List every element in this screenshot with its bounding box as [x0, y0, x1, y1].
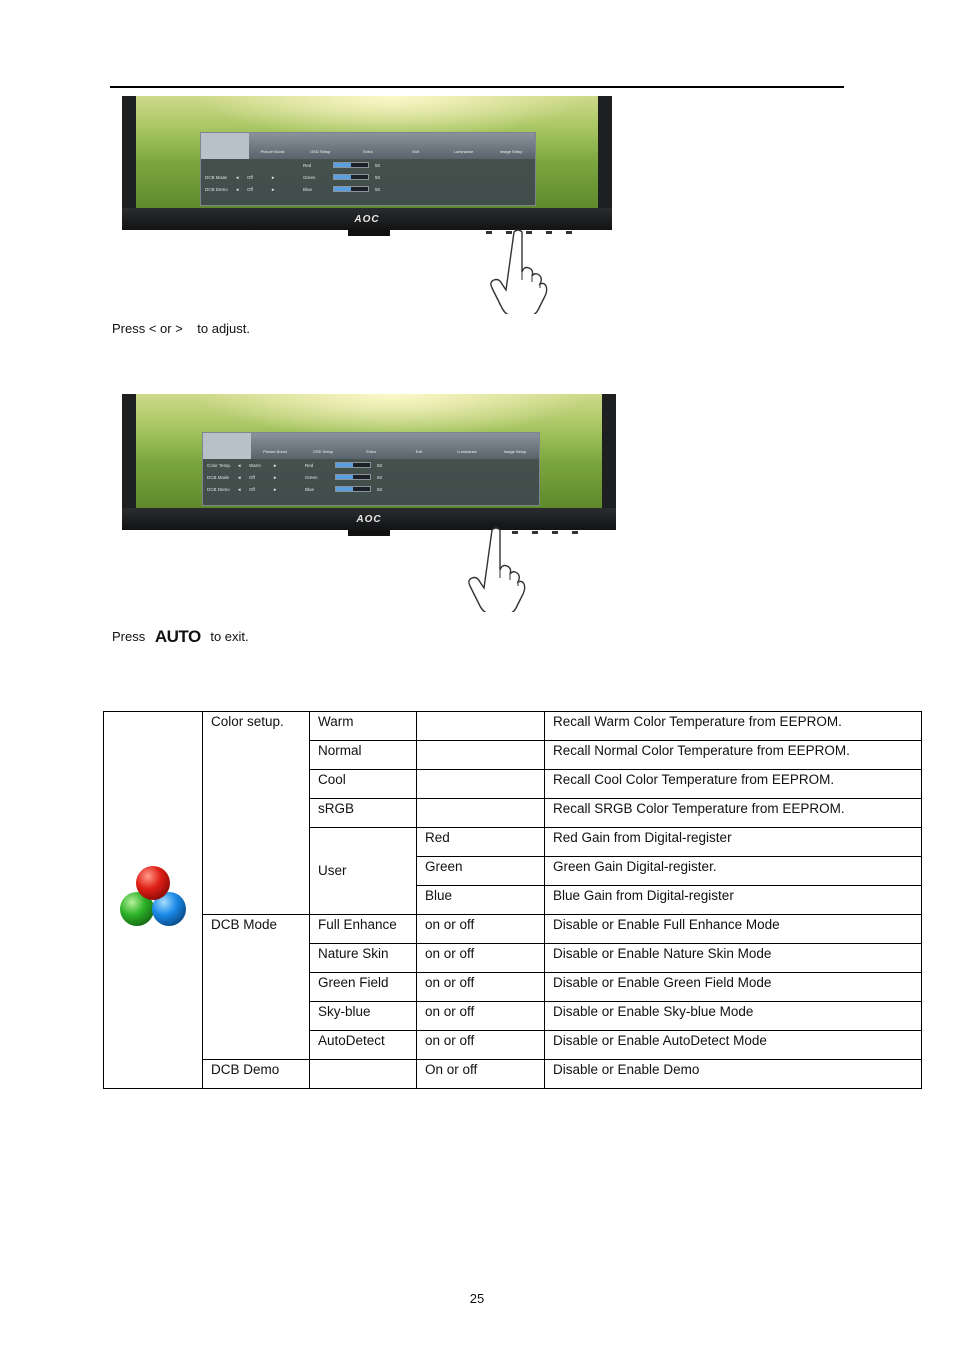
osd-tab [201, 133, 249, 159]
table-cell: Cool [310, 770, 417, 799]
table-cell [310, 1060, 417, 1089]
monitor-screen [136, 96, 598, 208]
osd-gain-value: 50 [375, 174, 381, 180]
monitor [122, 96, 612, 230]
osd-gain-value: 50 [375, 162, 381, 168]
table-cell: Green Field [310, 973, 417, 1002]
osd-row: DCB Demo ◄ Off ► Blue 50 [205, 186, 381, 192]
osd-tab: Exit [415, 449, 423, 454]
table-cell: sRGB [310, 799, 417, 828]
exit-caption: Press AUTO to exit. [112, 627, 249, 646]
osd-row-value: Warm [249, 462, 261, 468]
osd-gain-bar [335, 462, 371, 468]
table-cell: Red Gain from Digital-register [545, 828, 922, 857]
osd-gain-bar [333, 162, 369, 168]
monitor [122, 394, 616, 530]
osd-menu [202, 432, 540, 506]
table-cell: Normal [310, 741, 417, 770]
pointing-hand-icon [466, 526, 526, 612]
table-cell: Red [417, 828, 545, 857]
osd-tab: Luminance [453, 149, 474, 154]
table-row [104, 712, 922, 741]
table-cell-user: User [310, 828, 417, 915]
osd-gain-bar [335, 486, 371, 492]
auto-key-icon: AUTO [154, 627, 201, 646]
table-cell: Full Enhance [310, 915, 417, 944]
osd-gain-key: Blue [305, 486, 315, 492]
table-cell: AutoDetect [310, 1031, 417, 1060]
table-cell: Green Gain Digital-register. [545, 857, 922, 886]
monitor-illustration-exit [110, 392, 624, 614]
icon-cell [104, 712, 203, 1089]
osd-gain-key: Green [303, 174, 316, 180]
osd-tab: Image Setup [503, 449, 527, 454]
table-row [104, 1060, 922, 1089]
table-cell: on or off [417, 1031, 545, 1060]
osd-row-key: Color Temp. [207, 462, 232, 468]
monitor-bezel [122, 508, 616, 530]
group-color-setup: Color setup. [203, 712, 310, 915]
osd-row-value: Off [249, 474, 255, 480]
monitor-illustration-adjust [110, 94, 620, 314]
table-cell: Disable or Enable AutoDetect Mode [545, 1031, 922, 1060]
osd-tab: Exit [412, 149, 420, 154]
page-number: 25 [469, 1291, 485, 1306]
osd-gain-bar [335, 474, 371, 480]
table-cell: Disable or Enable Demo [545, 1060, 922, 1089]
table-cell: Disable or Enable Sky-blue Mode [545, 1002, 922, 1031]
osd-gain-key: Red [305, 462, 314, 468]
osd-row: DCB Demo ◄ Off ► Blue 50 [207, 486, 383, 492]
osd-row-key: DCB Demo [207, 486, 230, 492]
table-cell: On or off [417, 1060, 545, 1089]
adjust-caption: Press < or > to adjust. [112, 321, 251, 336]
monitor-logo: AOC [354, 213, 380, 225]
osd-row: Color Temp. ◄ Warm ► Red 50 [207, 462, 383, 468]
osd-gain-key: Red [303, 162, 312, 168]
table-cell: Recall Warm Color Temperature from EEPROM. [545, 712, 922, 741]
osd-row-value: Off [247, 174, 253, 180]
table-cell: Green [417, 857, 545, 886]
table-cell [417, 799, 545, 828]
table-cell: Recall SRGB Color Temperature from EEPROM. [545, 799, 922, 828]
pointing-hand-icon [488, 228, 548, 314]
osd-gain-value: 50 [377, 474, 383, 480]
table-cell: Disable or Enable Green Field Mode [545, 973, 922, 1002]
table-cell: Recall Cool Color Temperature from EEPROM. [545, 770, 922, 799]
monitor-bezel [122, 208, 612, 230]
table-cell: on or off [417, 944, 545, 973]
osd-row: DCB Mode ◄ Off ► Green 50 [207, 474, 383, 480]
monitor-logo: AOC [356, 513, 382, 525]
osd-row-value: Off [247, 186, 253, 192]
table-cell: Blue [417, 886, 545, 915]
osd-tab [203, 433, 251, 459]
table-cell [417, 741, 545, 770]
table-cell: Disable or Enable Full Enhance Mode [545, 915, 922, 944]
osd-gain-value: 50 [377, 486, 383, 492]
group-dcb-mode: DCB Mode [203, 915, 310, 1060]
table-cell: Disable or Enable Nature Skin Mode [545, 944, 922, 973]
osd-tabs [203, 433, 539, 459]
osd-gain-value: 50 [375, 186, 381, 192]
osd-row-value: Off [249, 486, 255, 492]
osd-tabs [201, 133, 535, 159]
group-dcb-demo: DCB Demo [203, 1060, 310, 1089]
table-row [104, 915, 922, 944]
table-cell [417, 770, 545, 799]
table-cell: on or off [417, 915, 545, 944]
osd-gain-key: Blue [303, 186, 313, 192]
table-cell: Blue Gain from Digital-register [545, 886, 922, 915]
osd-row-key: DCB Mode [205, 174, 228, 180]
table-cell: Nature Skin [310, 944, 417, 973]
osd-tab: OSD Setup [312, 449, 334, 454]
table-cell: Recall Normal Color Temperature from EEPROM. [545, 741, 922, 770]
header-rule [110, 86, 844, 88]
osd-menu [200, 132, 536, 206]
table-cell [417, 712, 545, 741]
table-cell: on or off [417, 1002, 545, 1031]
osd-tab: Extra [363, 149, 373, 154]
osd-row: DCB Mode ◄ Off ► Green 50 [205, 174, 381, 180]
osd-tab: Picture Boost [263, 449, 287, 454]
osd-gain-bar [333, 186, 369, 192]
osd-tab: Luminance [457, 449, 477, 454]
osd-tab: Extra [366, 449, 376, 454]
table-cell: Warm [310, 712, 417, 741]
table-cell: Sky-blue [310, 1002, 417, 1031]
osd-gain-key: Green [305, 474, 318, 480]
table-cell: on or off [417, 973, 545, 1002]
osd-tab: Image Setup [499, 149, 523, 154]
osd-row-key: DCB Mode [207, 474, 230, 480]
osd-gain-value: 50 [377, 462, 383, 468]
osd-row-key: DCB Demo [205, 186, 228, 192]
osd-tab: Picture Boost [260, 149, 285, 154]
color-setup-icon [117, 863, 189, 935]
osd-gain-bar [333, 174, 369, 180]
osd-row [201, 159, 535, 171]
osd-tab: OSD Setup [310, 149, 331, 154]
monitor-screen [136, 394, 602, 508]
color-setup-table [103, 711, 922, 1089]
